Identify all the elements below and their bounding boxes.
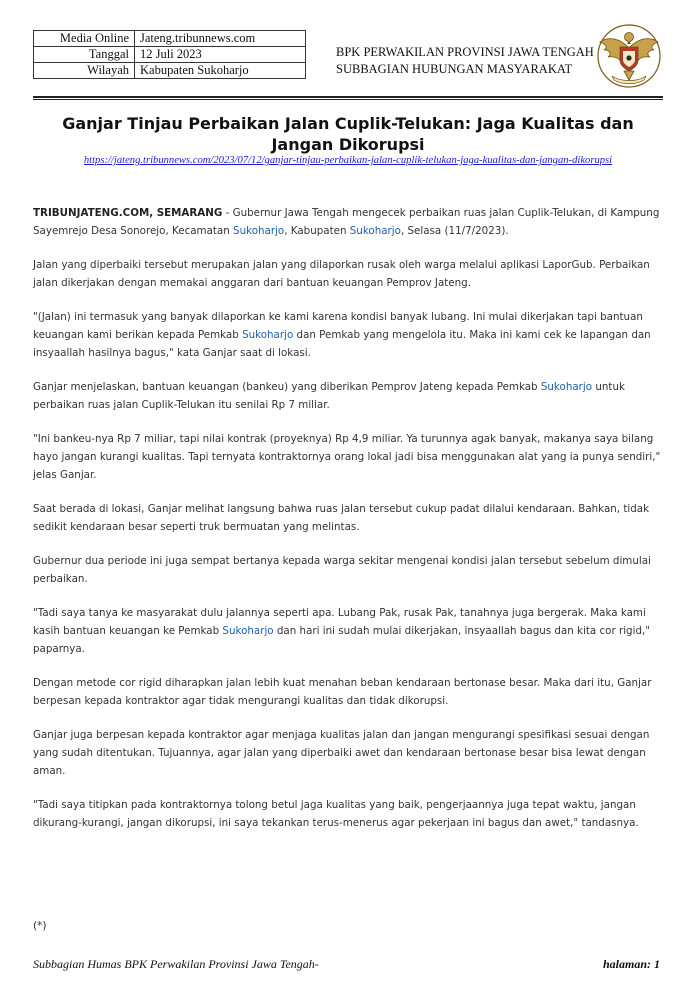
organization-line-1: BPK PERWAKILAN PROVINSI JAWA TENGAH	[336, 45, 594, 59]
paragraph-text: - Gubernur Jawa Tengah mengecek perbaikan ruas jalan Cuplik-Telukan, di Kampung Sayemrejo Desa Sonorejo, Kecamatan	[33, 207, 660, 237]
media-info-key: Wilayah	[34, 63, 135, 79]
tag-link-sukoharjo[interactable]: Sukoharjo	[349, 225, 401, 237]
tag-link-sukoharjo[interactable]: Sukoharjo	[242, 329, 294, 341]
article-body	[33, 204, 675, 848]
article-paragraph	[33, 604, 675, 658]
header-divider-thin	[33, 99, 663, 100]
article-paragraph	[33, 378, 675, 414]
media-info-value: Jateng.tribunnews.com	[135, 31, 306, 47]
organization-name	[336, 44, 594, 78]
article-dateline: TRIBUNJATENG.COM, SEMARANG	[33, 207, 223, 219]
article-title: Ganjar Tinjau Perbaikan Jalan Cuplik-Telukan: Jaga Kualitas dan Jangan Dikorupsi	[62, 114, 634, 154]
article-paragraph: Saat berada di lokasi, Ganjar melihat langsung bahwa ruas jalan tersebut cukup padat dilalui kendaraan. Bahkan, tidak sedikit kendaraan besar seperti truk bermuatan yang melintas.	[33, 503, 650, 533]
paragraph-text: dan Pemkab yang mengelola itu. Maka ini kami cek ke lapangan dan insyaallah hasilnya bagus," kata Ganjar saat di lokasi.	[33, 329, 651, 359]
paragraph-text: "Tadi saya tanya ke masyarakat dulu jalannya seperti apa. Lubang Pak, rusak Pak, tanahnya juga bergerak. Maka kami kasih bantuan keuangan ke Pemkab	[33, 607, 646, 637]
media-info-key: Media Online	[34, 31, 135, 47]
media-info-table	[33, 30, 306, 79]
article-paragraph: Dengan metode cor rigid diharapkan jalan lebih kuat menahan beban kendaraan bertonase besar. Maka dari itu, Ganjar berpesan kepada kontraktor agar tidak mengurangi kualitas dan tidak dikorupsi.	[33, 677, 652, 707]
article-paragraph: Gubernur dua periode ini juga sempat bertanya kepada warga sekitar mengenai kondisi jalan tersebut sebelum dimulai perbaikan.	[33, 555, 651, 585]
article-paragraph: Ganjar juga berpesan kepada kontraktor agar menjaga kualitas jalan dan jangan mengurangi spesifikasi sesuai dengan yang sudah ditentukan. Tujuannya, agar jalan yang diperbaiki awet dan kendaraan bertonase besar bisa lewat dengan aman.	[33, 729, 650, 777]
media-info-row	[34, 47, 306, 63]
tag-link-sukoharjo[interactable]: Sukoharjo	[233, 225, 285, 237]
article-paragraph: "Tadi saya titipkan pada kontraktornya tolong betul jaga kualitas yang baik, pengerjaannya juga tepat waktu, jangan dikurang-kurangi, jangan dikorupsi, ini saya tekankan terus-menerus agar pekerjaan ini bagus dan awet," tandasnya.	[33, 799, 639, 829]
article-paragraph	[33, 308, 675, 362]
article-paragraph: Jalan yang diperbaiki tersebut merupakan jalan yang dilaporkan rusak oleh warga melalui aplikasi LaporGub. Perbaikan jalan dikerjakan dengan memakai anggaran dari bantuan keuangan Pemprov Jateng.	[33, 259, 650, 289]
article-source-link[interactable]: https://jateng.tribunnews.com/2023/07/12/ganjar-tinjau-perbaikan-jalan-cuplik-telukan-jaga-kualitas-dan-jangan-dikorupsi	[83, 155, 613, 166]
paragraph-text: dan hari ini sudah mulai dikerjakan, insyaallah bagus dan kita cor rigid," paparnya.	[33, 625, 650, 655]
paragraph-text: Ganjar menjelaskan, bantuan keuangan (bankeu) yang diberikan Pemprov Jateng kepada Pemkab	[33, 381, 541, 393]
paragraph-text: , Kabupaten	[284, 225, 350, 237]
article-end-mark: (*)	[33, 920, 47, 932]
footer-department: Subbagian Humas BPK Perwakilan Provinsi Jawa Tengah-	[33, 957, 319, 971]
article-paragraph	[33, 204, 675, 240]
media-info-value: Kabupaten Sukoharjo	[135, 63, 306, 79]
tag-link-sukoharjo[interactable]: Sukoharjo	[222, 625, 274, 637]
article-paragraph: "Ini bankeu-nya Rp 7 miliar, tapi nilai kontrak (proyeknya) Rp 4,9 miliar. Ya turunnya agak banyak, makanya saya bilang hayo jangan kurangi kualitas. Tapi ternyata kontraktornya orang lokal jadi bisa menggunakan alat yang ia punya sendiri," jelas Ganjar.	[33, 433, 661, 481]
organization-line-2: SUBBAGIAN HUBUNGAN MASYARAKAT	[336, 62, 573, 76]
media-info-row	[34, 31, 306, 47]
footer-page-number: halaman: 1	[602, 957, 660, 971]
media-info-key: Tanggal	[34, 47, 135, 63]
paragraph-text: , Selasa (11/7/2023).	[400, 225, 509, 237]
header-divider	[33, 96, 663, 98]
media-info-value: 12 Juli 2023	[135, 47, 306, 63]
media-info-row	[34, 63, 306, 79]
paragraph-text: "(Jalan) ini termasuk yang banyak dilaporkan ke kami karena kondisi banyak lubang. Ini mulai dikerjakan tapi bantuan keuangan kami berikan kepada Pemkab	[33, 311, 643, 341]
garuda-emblem-icon	[594, 20, 664, 90]
tag-link-sukoharjo[interactable]: Sukoharjo	[540, 381, 593, 393]
paragraph-text: untuk perbaikan ruas jalan Cuplik-Telukan itu senilai Rp 7 miliar.	[33, 381, 625, 411]
